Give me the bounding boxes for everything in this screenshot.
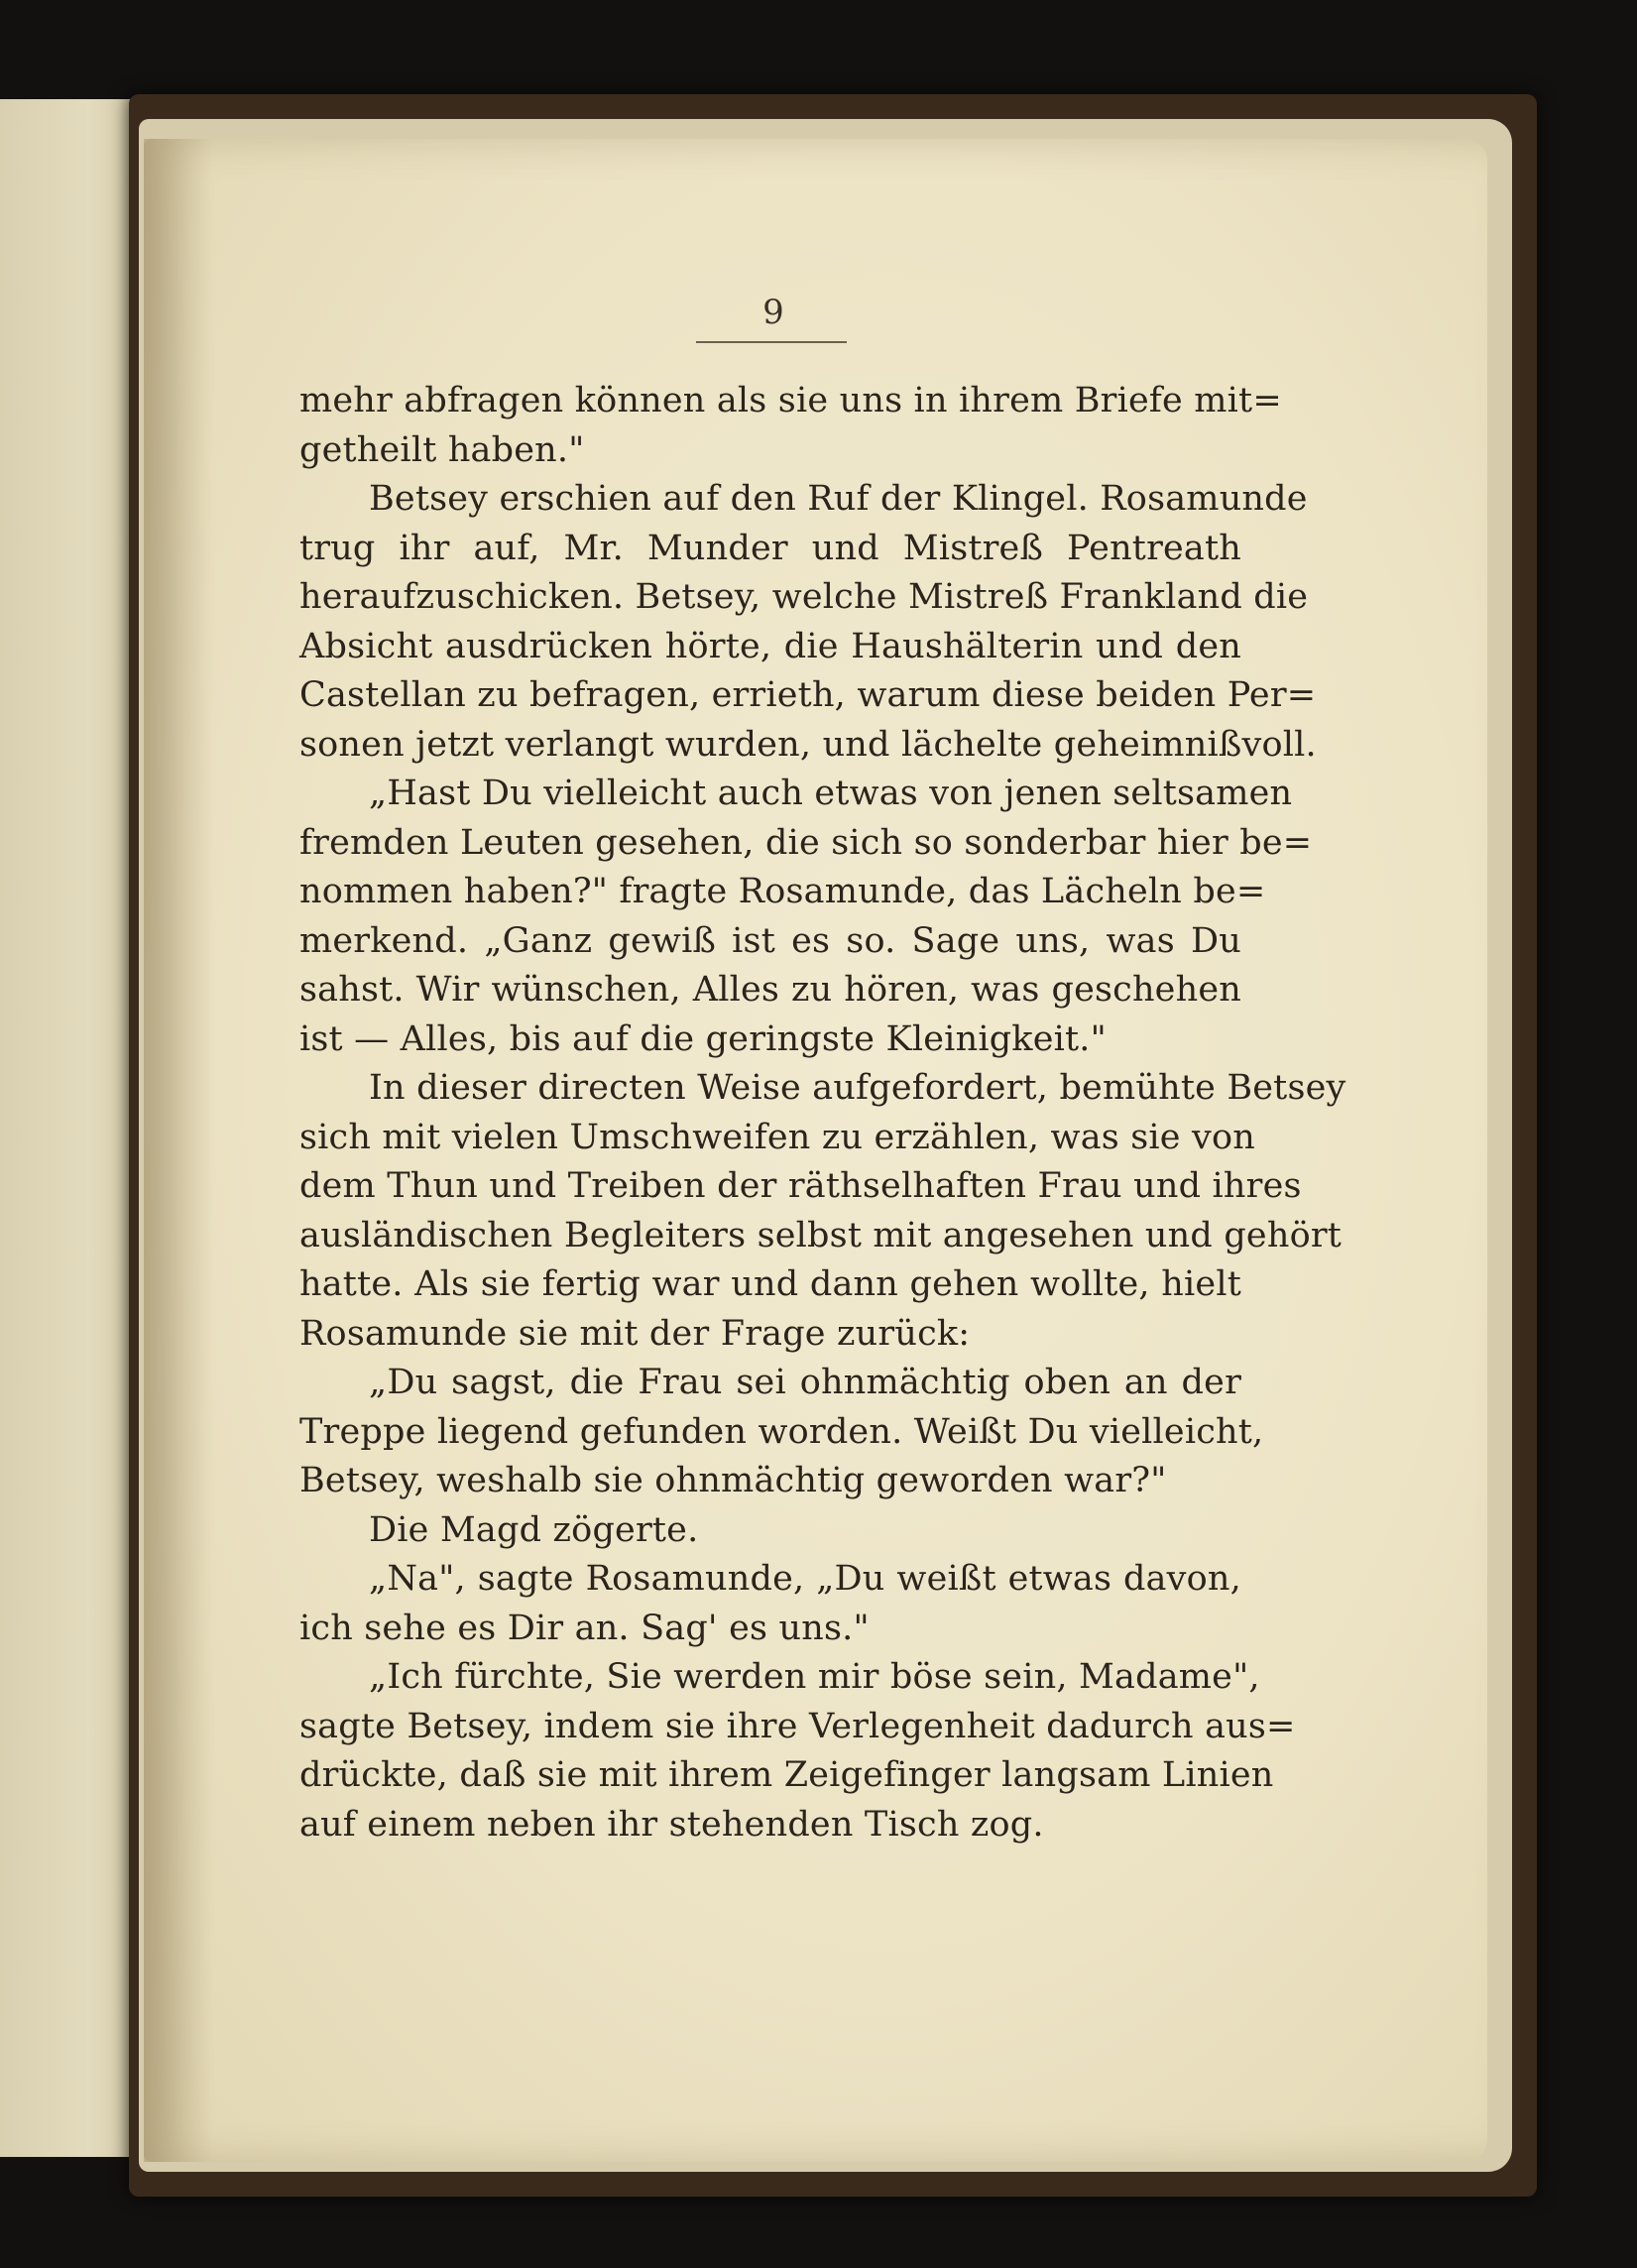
text-line: dem Thun und Treiben der räthselhaften Frau und ihres bbox=[299, 1166, 1302, 1206]
text-line: Castellan zu befragen, errieth, warum diese beiden Per= bbox=[299, 675, 1317, 715]
text-line: Treppe liegend gefunden worden. Weißt Du vielleicht, bbox=[299, 1411, 1264, 1452]
text-line: Absicht ausdrücken hörte, die Haushälterin und den bbox=[299, 626, 1241, 666]
text-line: Betsey erschien auf den Ruf der Klingel. Rosamunde bbox=[369, 479, 1308, 519]
text-line: ausländischen Begleiters selbst mit angesehen und gehört bbox=[299, 1215, 1343, 1255]
text-line: hatte. Als sie fertig war und dann gehen wollte, hielt bbox=[299, 1264, 1241, 1304]
text-line: trug ihr auf, Mr. Munder und Mistreß Pentreath bbox=[299, 528, 1241, 568]
text-line: ist — Alles, bis auf die geringste Kleinigkeit." bbox=[299, 1018, 1107, 1059]
text-line: heraufzuschicken. Betsey, welche Mistreß Frankland die bbox=[299, 577, 1309, 617]
text-line: auf einem neben ihr stehenden Tisch zog. bbox=[299, 1804, 1044, 1845]
text-line: sich mit vielen Umschweifen zu erzählen, was sie von bbox=[299, 1117, 1256, 1157]
body-text bbox=[299, 377, 1346, 1850]
text-line: „Ich fürchte, Sie werden mir böse sein, Madame", bbox=[369, 1657, 1260, 1697]
text-line: nommen haben?" fragte Rosamunde, das Lächeln be= bbox=[299, 872, 1266, 911]
text-line: drückte, daß sie mit ihrem Zeigefinger langsam Linien bbox=[299, 1755, 1274, 1795]
text-line: mehr abfragen können als sie uns in ihrem Briefe mit= bbox=[299, 381, 1282, 420]
text-line: Die Magd zögerte. bbox=[369, 1509, 699, 1550]
text-line: Rosamunde sie mit der Frage zurück: bbox=[299, 1313, 971, 1354]
text-line: „Na", sagte Rosamunde, „Du weißt etwas davon, bbox=[369, 1559, 1241, 1599]
text-line: getheilt haben." bbox=[299, 429, 585, 470]
page-number: 9 bbox=[762, 293, 784, 332]
page-gutter bbox=[144, 139, 213, 2162]
text-line: sahst. Wir wünschen, Alles zu hören, was geschehen bbox=[299, 970, 1241, 1010]
text-line: Betsey, weshalb sie ohnmächtig geworden war?" bbox=[299, 1461, 1167, 1500]
text-line: fremden Leuten gesehen, die sich so sonderbar hier be= bbox=[299, 822, 1313, 863]
text-line: „Hast Du vielleicht auch etwas von jenen seltsamen bbox=[369, 774, 1293, 813]
text-line: „Du sagst, die Frau sei ohnmächtig oben an der bbox=[369, 1363, 1241, 1402]
text-line: sagte Betsey, indem sie ihre Verlegenheit dadurch aus= bbox=[299, 1706, 1296, 1746]
text-line: sonen jetzt verlangt wurden, und lächelte geheimnißvoll. bbox=[299, 724, 1317, 765]
text-line: ich sehe es Dir an. Sag' es uns." bbox=[299, 1608, 870, 1648]
page-number-rule bbox=[696, 341, 847, 343]
text-line: merkend. „Ganz gewiß ist es so. Sage uns, was Du bbox=[299, 920, 1241, 961]
text-line: In dieser directen Weise aufgefordert, bemühte Betsey bbox=[369, 1068, 1346, 1108]
